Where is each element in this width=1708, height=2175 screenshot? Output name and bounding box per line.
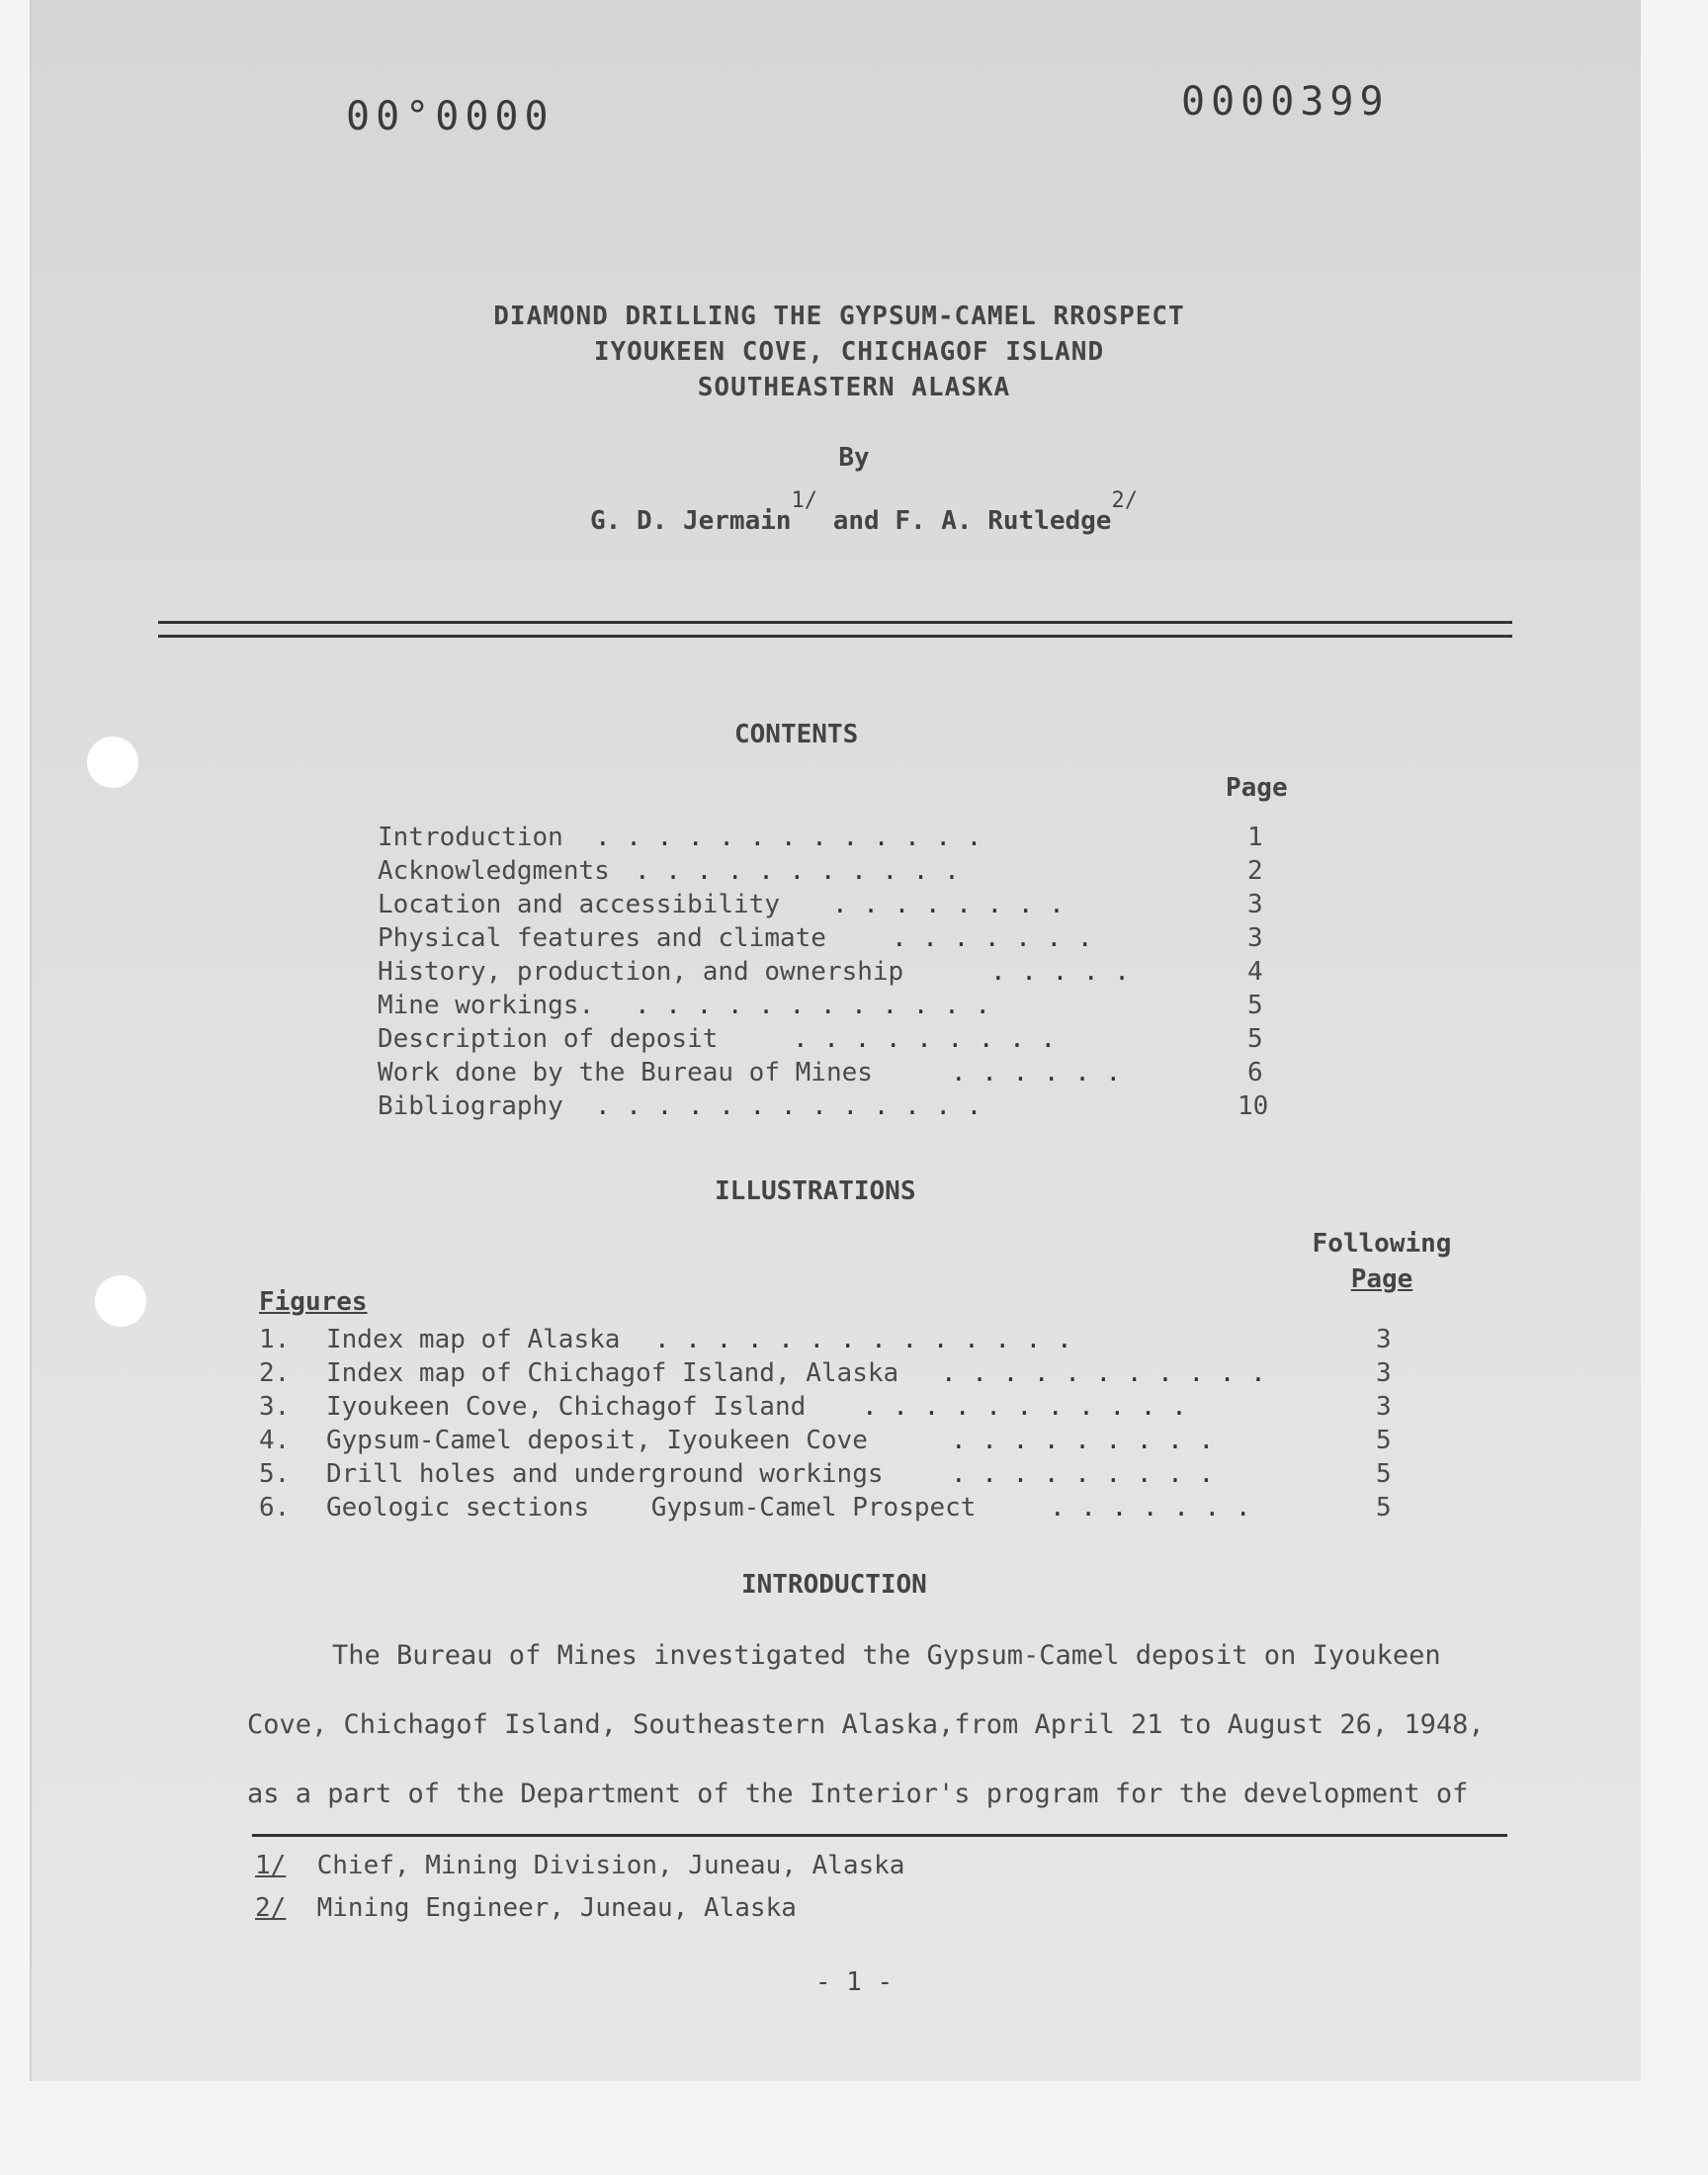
figure-item[interactable] xyxy=(259,1457,1425,1491)
figure-item[interactable] xyxy=(259,1424,1425,1457)
figure-page: 5 xyxy=(1376,1493,1392,1522)
footnote-1 xyxy=(255,1851,904,1880)
contents-item-page: 3 xyxy=(1247,890,1263,919)
author-2: F. A. Rutledge xyxy=(895,506,1112,536)
contents-list xyxy=(378,821,1307,1123)
contents-item[interactable] xyxy=(378,989,1307,1022)
contents-item-page: 2 xyxy=(1247,856,1263,886)
figure-label: Iyoukeen Cove, Chichagof Island xyxy=(326,1392,807,1422)
illustrations-list xyxy=(259,1323,1425,1524)
stamp-right: 0000399 xyxy=(1181,79,1390,125)
figure-item[interactable] xyxy=(259,1390,1425,1424)
figure-label: Drill holes and underground workings xyxy=(326,1459,884,1489)
footnote-2 xyxy=(255,1893,797,1923)
figure-number: 1. xyxy=(259,1325,291,1354)
leader-dots: . . . . . . . xyxy=(892,923,1093,953)
figure-number: 2. xyxy=(259,1358,291,1388)
introduction-line-3: as a part of the Department of the Interior's program for the development of xyxy=(247,1779,1469,1809)
contents-item-label: Description of deposit xyxy=(378,1024,719,1054)
leader-dots: . . . . . . . . xyxy=(832,890,1065,919)
figure-label: Geologic sections Gypsum-Camel Prospect xyxy=(326,1493,977,1522)
introduction-line-1: The Bureau of Mines investigated the Gypsum-Camel deposit on Iyoukeen xyxy=(332,1640,1441,1671)
leader-dots: . . . . . . . . . . . xyxy=(635,856,960,886)
page-number: - 1 - xyxy=(814,1967,894,1997)
author-1: G. D. Jermain xyxy=(590,506,792,536)
contents-item-label: Introduction xyxy=(378,823,563,852)
punch-hole-top xyxy=(87,737,138,788)
figure-number: 5. xyxy=(259,1459,291,1489)
leader-dots: . . . . . . . . . . . xyxy=(862,1392,1187,1422)
figure-page: 5 xyxy=(1376,1426,1392,1455)
contents-item[interactable] xyxy=(378,921,1307,955)
illustrations-heading: ILLUSTRATIONS xyxy=(715,1176,916,1206)
figure-number: 6. xyxy=(259,1493,291,1522)
leader-dots: . . . . . . . . . . . . . . xyxy=(654,1325,1072,1354)
introduction-heading: INTRODUCTION xyxy=(741,1570,927,1600)
contents-item[interactable] xyxy=(378,1022,1307,1056)
contents-item[interactable] xyxy=(378,821,1307,854)
leader-dots: . . . . . . . . . . . xyxy=(941,1358,1266,1388)
stamp-left: 00°0000 xyxy=(346,94,555,139)
figure-label: Gypsum-Camel deposit, Iyoukeen Cove xyxy=(326,1426,868,1455)
contents-item-label: Location and accessibility xyxy=(378,890,780,919)
leader-dots: . . . . . . . . . xyxy=(951,1459,1215,1489)
contents-item[interactable] xyxy=(378,955,1307,989)
leader-dots: . . . . . . . . . xyxy=(951,1426,1215,1455)
authors-line xyxy=(0,488,1708,536)
leader-dots: . . . . . xyxy=(990,957,1130,987)
footnote-1-text: Chief, Mining Division, Juneau, Alaska xyxy=(316,1851,905,1880)
contents-item-label: Mine workings. xyxy=(378,991,595,1020)
contents-item-label: Work done by the Bureau of Mines xyxy=(378,1058,873,1088)
contents-item-page: 5 xyxy=(1247,1024,1263,1054)
punch-hole-bottom xyxy=(95,1275,146,1327)
leader-dots: . . . . . . . xyxy=(1050,1493,1251,1522)
leader-dots: . . . . . . . . . . . . . xyxy=(595,1091,982,1121)
contents-item[interactable] xyxy=(378,854,1307,888)
footnote-divider xyxy=(252,1834,1507,1837)
footnote-2-text: Mining Engineer, Juneau, Alaska xyxy=(316,1893,797,1923)
leader-dots: . . . . . . . . . . . . xyxy=(635,991,991,1020)
contents-item-page: 6 xyxy=(1247,1058,1263,1088)
figure-item[interactable] xyxy=(259,1323,1425,1356)
leader-dots: . . . . . . xyxy=(951,1058,1122,1088)
contents-item-label: Bibliography xyxy=(378,1091,563,1121)
contents-heading: CONTENTS xyxy=(734,720,859,749)
contents-page-header: Page xyxy=(1226,773,1288,803)
leader-dots: . . . . . . . . . . . . . xyxy=(595,823,982,852)
contents-item-label: Physical features and climate xyxy=(378,923,826,953)
contents-item[interactable] xyxy=(378,1089,1307,1123)
footnote-2-marker: 2/ xyxy=(255,1893,287,1923)
divider-upper xyxy=(158,621,1512,624)
footnote-1-marker: 1/ xyxy=(255,1851,287,1880)
figure-page: 3 xyxy=(1376,1392,1392,1422)
author-1-footnote-marker: 1/ xyxy=(791,488,818,513)
contents-item-page: 1 xyxy=(1247,823,1263,852)
document-title xyxy=(0,299,1708,405)
figures-label: Figures xyxy=(259,1287,368,1317)
contents-item-page: 10 xyxy=(1238,1091,1269,1121)
following-page-header-line-1: Following xyxy=(1312,1229,1452,1259)
following-page-header xyxy=(1303,1226,1461,1297)
figure-item[interactable] xyxy=(259,1491,1425,1524)
contents-item-label: History, production, and ownership xyxy=(378,957,904,987)
contents-item[interactable] xyxy=(378,1056,1307,1089)
figure-page: 5 xyxy=(1376,1459,1392,1489)
title-line-2: IYOUKEEN COVE, CHICHAGOF ISLAND xyxy=(593,337,1105,367)
title-line-1: DIAMOND DRILLING THE GYPSUM-CAMEL RROSPECT xyxy=(493,302,1185,331)
divider-lower xyxy=(158,635,1512,638)
introduction-line-2: Cove, Chichagof Island, Southeastern Alaska,from April 21 to August 26, 1948, xyxy=(247,1709,1485,1740)
figure-page: 3 xyxy=(1376,1325,1392,1354)
contents-item-page: 5 xyxy=(1247,991,1263,1020)
figure-number: 4. xyxy=(259,1426,291,1455)
title-line-3: SOUTHEASTERN ALASKA xyxy=(697,373,1011,402)
contents-item[interactable] xyxy=(378,888,1307,921)
following-page-header-line-2: Page xyxy=(1350,1264,1413,1294)
figure-page: 3 xyxy=(1376,1358,1392,1388)
figure-label: Index map of Chichagof Island, Alaska xyxy=(326,1358,899,1388)
contents-item-page: 3 xyxy=(1247,923,1263,953)
leader-dots: . . . . . . . . . xyxy=(793,1024,1057,1054)
figure-number: 3. xyxy=(259,1392,291,1422)
introduction-paragraph xyxy=(247,1621,1522,1829)
authors-and: and xyxy=(832,506,880,536)
contents-item-page: 4 xyxy=(1247,957,1263,987)
contents-item-label: Acknowledgments xyxy=(378,856,610,886)
figure-item[interactable] xyxy=(259,1356,1425,1390)
author-2-footnote-marker: 2/ xyxy=(1111,488,1138,513)
byline: By xyxy=(838,443,870,473)
figure-label: Index map of Alaska xyxy=(326,1325,621,1354)
